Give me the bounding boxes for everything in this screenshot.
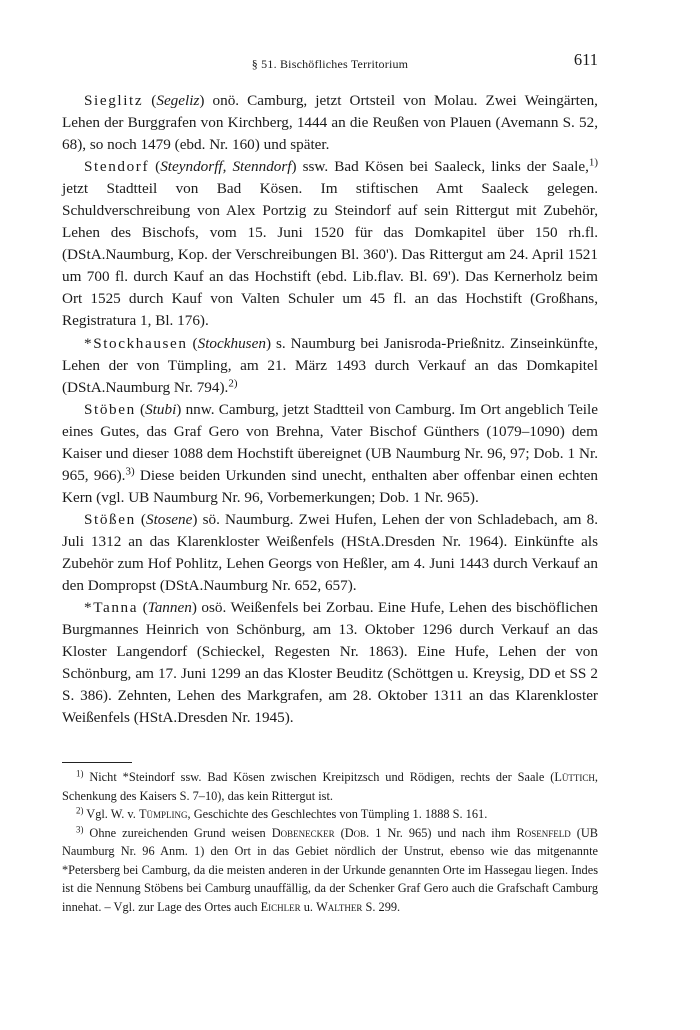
footnote-text: u. — [300, 899, 317, 914]
entry-stoessen: Stößen (Stosene) sö. Naumburg. Zwei Hufen, Lehen der von Schladebach, am 8. Juli 1312 an das Klarenkloster Weißenfels (HStA.Dresden Nr. 1964). Einkünfte als Zubehör zum Hof Pohlitz, Lehen Georgs von Heßler, am 4. Juni 1443 durch Verkauf an den Dompropst (DStA.Naumburg Nr. 652, 657). — [62, 510, 599, 595]
entry-stendorf: Stendorf (Steyndorff, Stenndorf) ssw. Bad Kösen bei Saaleck, links der Saale,$^{1)}$ jetzt Stadtteil von Bad Kösen. Im stiftischen Amt Saaleck gelegen. Schuldverschreibung von Alex Portzig zu Steindorf auf sein Rittergut mit Zubehör, Lehen des Bischofs, vom 15. Juni 1520 für das Domkapitel über 150 rh.fl. (DStA.Naumburg, Kop. der Verschreibungen Bl. 360'). Das Rittergut am 24. April 1521 um 700 fl. durch Kauf an das Hochstift (ebd. Lib.flav. Bl. 69'). Das Kernerholz beim Ort 1525 durch Kauf von Valten Schuler um 45 fl. an das Hochstift (Großhans, Registratura 1, Bl. 176). — [62, 156, 598, 330]
running-head: § 51. Bischöfliches Territorium — [251, 57, 409, 71]
footnote-text: , Schenkung des Kaisers S. 7–10), das kein Rittergut ist. — [62, 770, 598, 803]
footnote-marker-number: 2 — [76, 805, 81, 816]
footnote-marker-number: 3 — [76, 824, 81, 835]
place-variant: Steyndorff, Stenndorf — [160, 158, 292, 176]
author-name: Eichler — [260, 899, 301, 914]
place-name: Stößen — [84, 510, 136, 528]
author-name: Walther — [316, 899, 363, 914]
footnote-ref-number: 3 — [125, 465, 131, 478]
place-variant: Stosene — [145, 510, 193, 528]
entry-text: sö. Naumburg. Zwei Hufen, Lehen der von Schladebach, am 8. Juli 1312 an das Klarenkloster Weißenfels (HStA.Dresden Nr. 1964). Einkünfte als Zubehör zum Hof Pohlitz, Lehen Georgs von Heßler, am 4. Juni 1443 durch Verkauf an den Dompropst (DStA.Naumburg Nr. 652, 657). — [62, 510, 599, 595]
paren-close: ) — [199, 92, 213, 109]
footnote-text: (UB Naumburg Nr. 96 Anm. 1) den Ort in das Gebiet nördlich der Unstrut, ebenso wie das mitgenannte *Petersberg bei Camburg, da die meisten anderen in der Urkunde genannten Orte im Hassegau liegen. Indes ist die Nennung Stöbens bei Camburg unauffällig, da der Schenker Graf Gero auch die Grafschaft Camburg innehat. – Vgl. zur Lage des Ortes auch — [62, 825, 598, 914]
paren-close: ) — [176, 400, 186, 418]
footnote-text: , Geschichte des Geschlechtes von Tümpling 1. 1888 S. 161. — [187, 807, 488, 821]
page-header — [62, 50, 598, 74]
footnote-marker: 3) — [76, 824, 84, 835]
footnote-reference[interactable]: 1) — [588, 156, 598, 169]
place-name: *Stockhausen — [84, 334, 188, 352]
place-variant: Tannen — [147, 599, 192, 617]
paren-close: ) — [191, 599, 202, 617]
footnote-marker: 1) — [76, 768, 84, 779]
author-name: Rosenfeld — [516, 825, 571, 840]
entry-sieglitz: Sieglitz (Segeliz) onö. Camburg, jetzt Ortsteil von Molau. Zwei Weingärten, Lehen der Burggrafen von Kirchberg, 1444 an die Reußen von Plauen (Avemann S. 52, 68), so noch 1479 (ebd. Nr. 160) und später. — [62, 92, 598, 154]
entry-text: onö. Camburg, jetzt Ortsteil von Molau. Zwei Weingärten, Lehen der Burggrafen von Kirchberg, 1444 an die Reußen von Plauen (Avemann S. 52, 68), so noch 1479 (ebd. Nr. 160) und später. — [62, 92, 598, 154]
footnote-2 — [62, 805, 598, 824]
paren-close: ) — [291, 158, 303, 176]
footnote-ref-number: 2 — [228, 377, 234, 390]
entry-text: ssw. Bad Kösen bei Saaleck, links der Saale, — [302, 158, 589, 176]
entry-text-continued: jetzt Stadtteil von Bad Kösen. Im stiftischen Amt Saaleck gelegen. Schuldverschreibung von Alex Portzig zu Steindorf auf sein Rittergut mit Zubehör, Lehen des Bischofs, vom 15. Juni 1520 für das Domkapitel über 150 rh.fl. (DStA.Naumburg, Kop. der Verschreibungen Bl. 360'). Das Rittergut am 24. April 1521 um 700 fl. durch Kauf an das Hochstift (ebd. Lib.flav. Bl. 69'). Das Kernerholz beim Ort 1525 durch Kauf von Valten Schuler um 45 fl. an das Hochstift (Großhans, Registratura 1, Bl. 176). — [62, 180, 598, 330]
footnote-ref-number: 1 — [588, 156, 595, 169]
paren-close: ) — [265, 334, 276, 352]
body-text — [62, 90, 598, 729]
entry-text: s. Naumburg bei Janisroda-Prießnitz. Zinseinkünfte, Lehen der von Tümpling, am 21. März 1493 durch Verkauf an das Domkapitel (DStA.Naumburg Nr. 794). — [62, 334, 599, 396]
entry-stoeben: Stöben (Stubi) nnw. Camburg, jetzt Stadtteil von Camburg. Im Ort angeblich Teile eines Gutes, das Graf Gero von Brehna, Vater Bischof Günthers (1079–1090) dem Kaiser und dieser 1088 dem Hochstift übereignet (UB Naumburg Nr. 96, 97; Dob. 1 Nr. 965, 966).$^{3)}$ Diese beiden Urkunden sind unecht, enthalten aber offenbar einen echten Kern (vgl. UB Naumburg Nr. 96, Vorbemerkungen; Dob. 1 Nr. 965). — [62, 400, 598, 506]
entry-stockhausen: *Stockhausen (Stockhusen) s. Naumburg bei Janisroda-Prießnitz. Zinseinkünfte, Lehen der von Tümpling, am 21. März 1493 durch Verkauf an das Domkapitel (DStA.Naumburg Nr. 794).$^{2)}$ — [62, 334, 599, 396]
footnote-divider — [62, 762, 132, 763]
footnote-text: ( — [334, 825, 345, 840]
footnote-text: Ohne zureichenden Grund weisen — [89, 825, 272, 840]
entry-text: nnw. Camburg, jetzt Stadtteil von Camburg. Im Ort angeblich Teile eines Gutes, das Graf Gero von Brehna, Vater Bischof Günthers (1079–1090) dem Kaiser und dieser 1088 dem Hochstift übereignet (UB Naumburg Nr. 96, 97; Dob. 1 Nr. 965, 966). — [62, 400, 598, 484]
paren-close: ) — [192, 510, 203, 528]
author-name: Dobenecker — [271, 825, 335, 840]
footnote-1 — [62, 768, 598, 805]
footnotes — [62, 768, 598, 916]
footnote-text: 1 Nr. 965) und nach ihm — [369, 825, 517, 840]
entry-text-continued: Diese beiden Urkunden sind unecht, enthalten aber offenbar einen echten Kern (vgl. UB Naumburg Nr. 96, Vorbemerkungen; Dob. 1 Nr. 965). — [62, 466, 598, 506]
author-name: Tümpling — [138, 807, 188, 821]
place-variant: Stubi — [145, 400, 177, 418]
place-name: Sieglitz — [84, 92, 144, 109]
footnote-reference[interactable]: 3) — [125, 465, 135, 478]
footnote-reference[interactable]: 2) — [228, 377, 238, 390]
place-variant: Stockhusen — [197, 334, 266, 352]
author-name: Lüttich — [554, 770, 595, 784]
place-variant: Segeliz — [156, 92, 200, 109]
footnote-text: Vgl. W. v. — [86, 807, 139, 821]
entry-text: osö. Weißenfels bei Zorbau. Eine Hufe, Lehen des bischöflichen Burgmannes Heinrich von Schönburg, am 13. Oktober 1296 durch Verkauf an das Kloster Langendorf (Schieckel, Regesten Nr. 1863). Eine Hufe, Lehen der von Schönburg, am 17. Juni 1299 an das Kloster Beuditz (Schöttgen u. Kreysig, DD et SS 2 S. 386). Zehnten, Lehen des Markgrafen, am 28. Oktober 1311 an das Klarenkloster Weißenfels (HStA.Dresden Nr. 1945). — [62, 599, 598, 727]
place-name: Stendorf — [84, 158, 150, 176]
author-name: Dob. — [344, 825, 370, 840]
page-number: 611 — [573, 50, 598, 69]
footnote-text: Nicht *Steindorf ssw. Bad Kösen zwischen Kreipitzsch und Rödigen, rechts der Saale ( — [89, 770, 555, 784]
footnote-marker: 2) — [76, 805, 84, 816]
place-name: *Tanna — [84, 599, 139, 617]
footnote-marker-number: 1 — [76, 768, 81, 779]
footnote-3 — [62, 824, 598, 917]
entry-tanna: *Tanna (Tannen) osö. Weißenfels bei Zorbau. Eine Hufe, Lehen des bischöflichen Burgmannes Heinrich von Schönburg, am 13. Oktober 1296 durch Verkauf an das Kloster Langendorf (Schieckel, Regesten Nr. 1863). Eine Hufe, Lehen der von Schönburg, am 17. Juni 1299 an das Kloster Beuditz (Schöttgen u. Kreysig, DD et SS 2 S. 386). Zehnten, Lehen des Markgrafen, am 28. Oktober 1311 an das Klarenkloster Weißenfels (HStA.Dresden Nr. 1945). — [62, 599, 598, 727]
place-name: Stöben — [84, 400, 136, 418]
footnote-text: S. 299. — [362, 899, 401, 914]
